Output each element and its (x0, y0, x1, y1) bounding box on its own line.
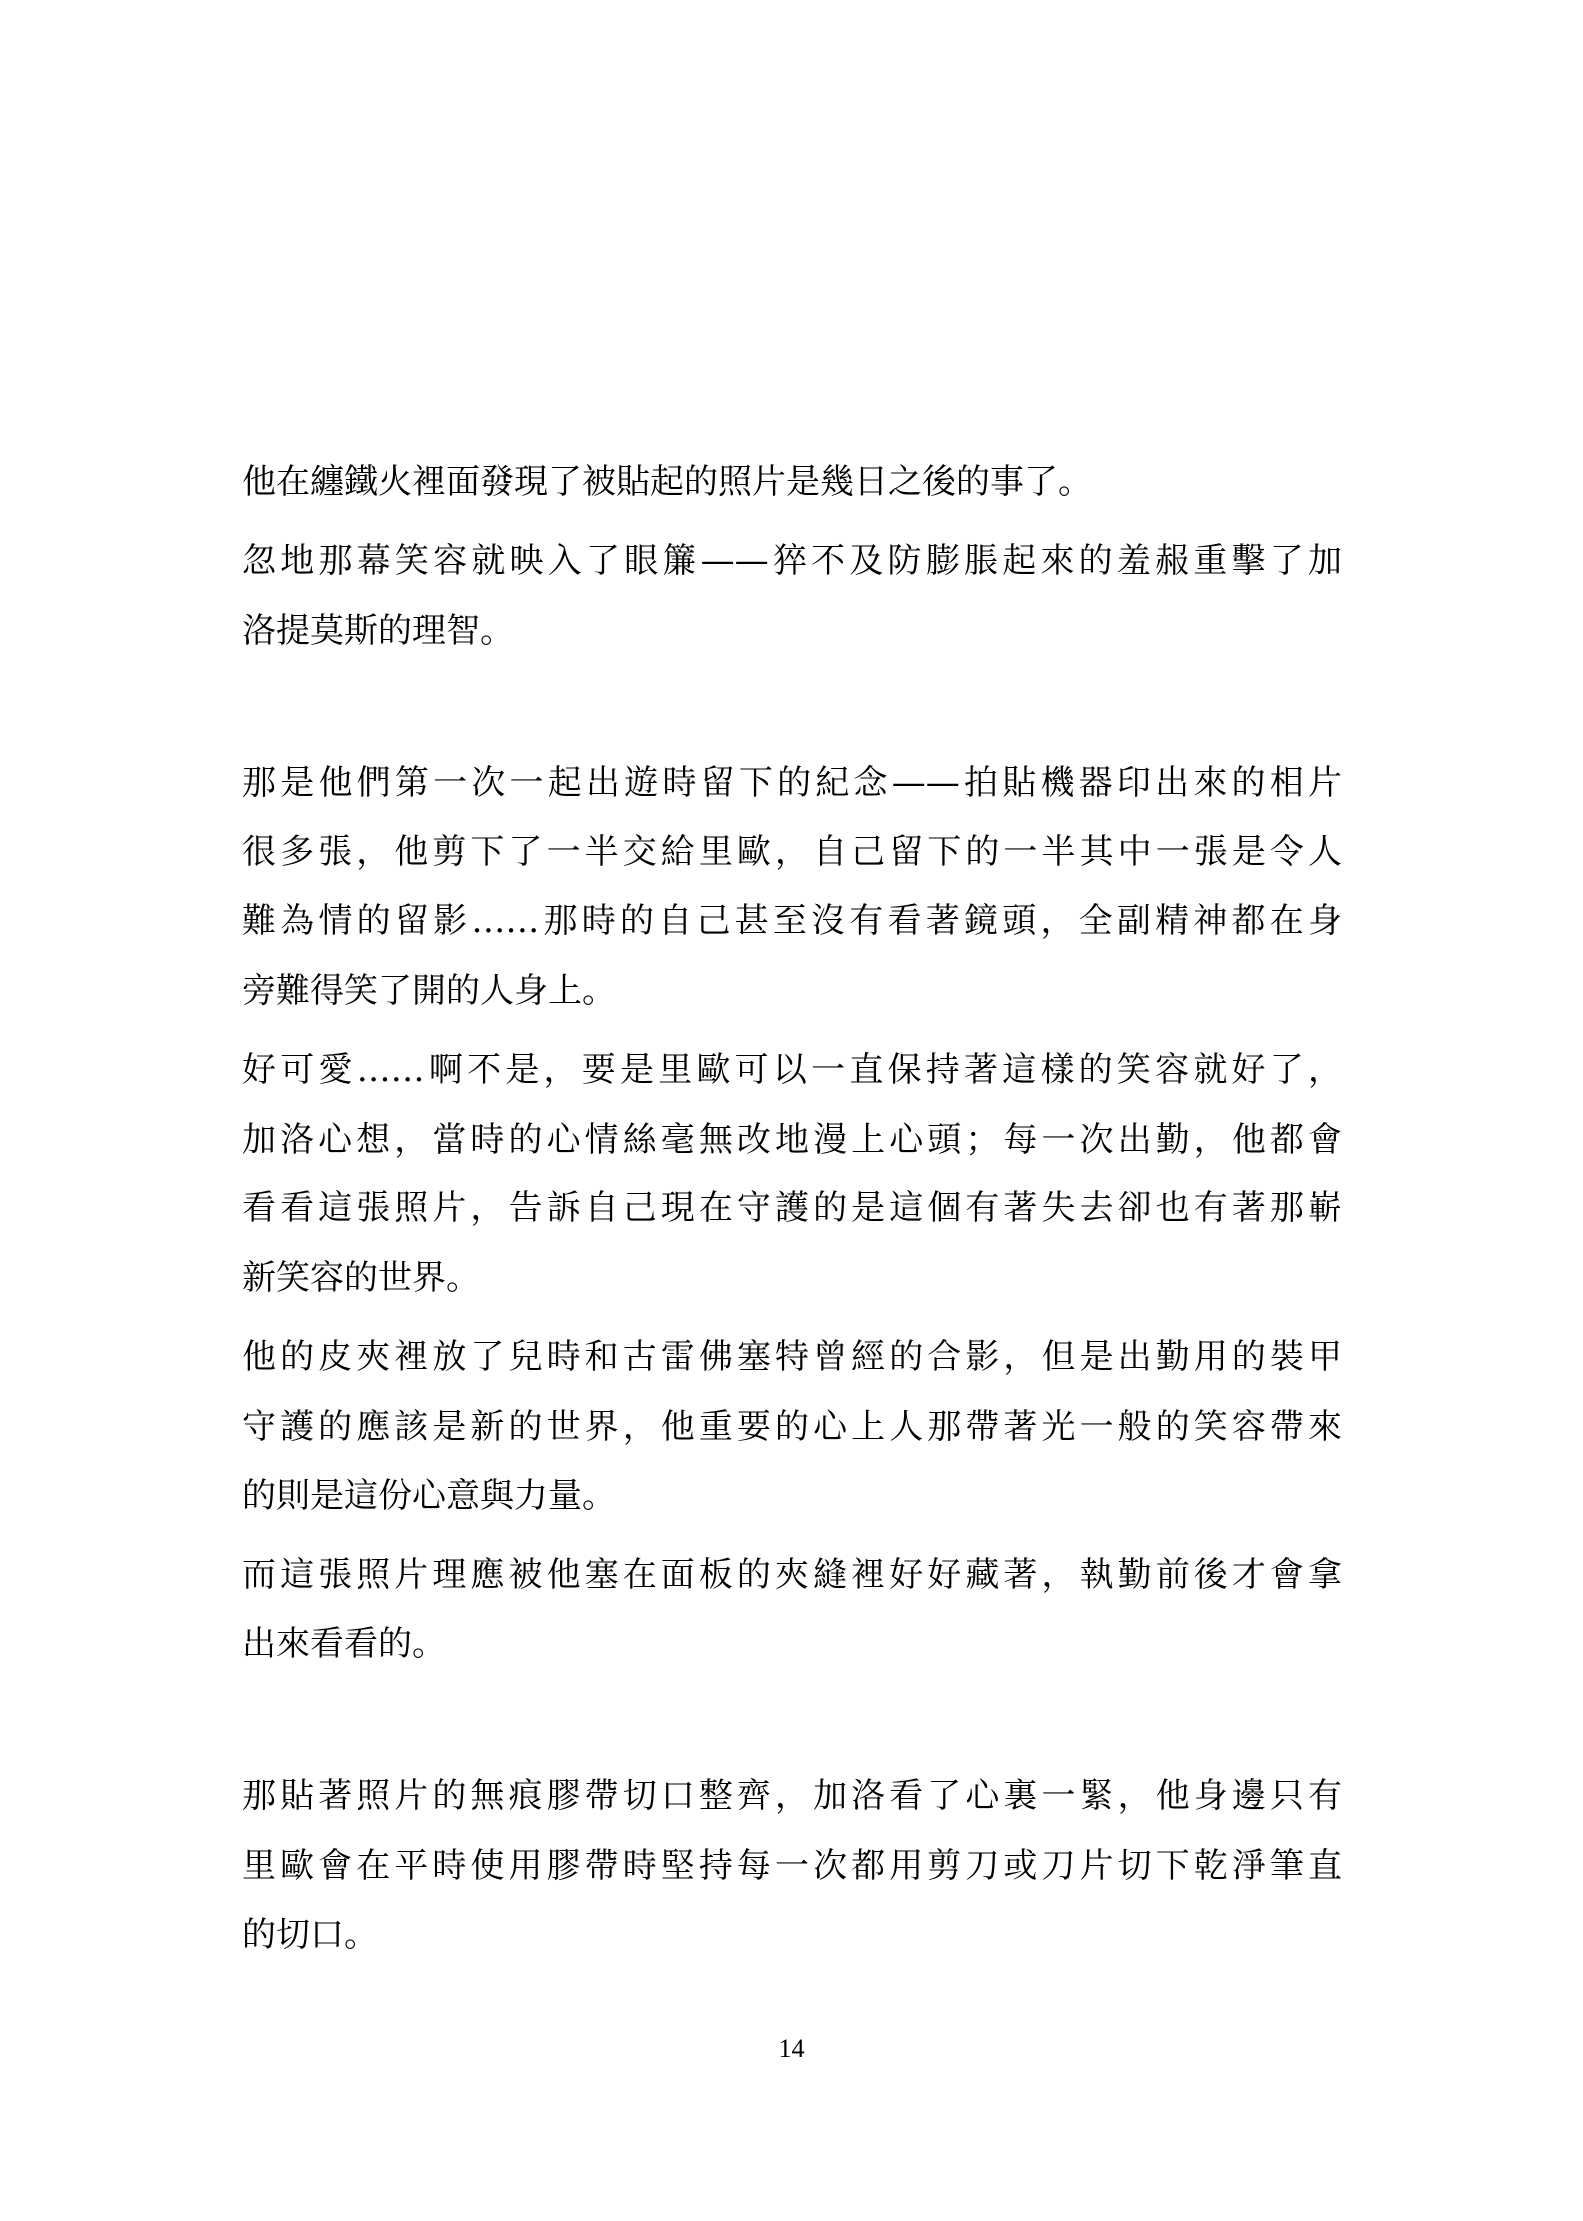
body-line: 難為情的留影……那時的自己甚至沒有看著鏡頭，全副精神都在身 (242, 901, 1342, 941)
body-line: 而這張照片理應被他塞在面板的夾縫裡好好藏著，執勤前後才會拿 (242, 1555, 1342, 1595)
body-line: 那貼著照片的無痕膠帶切口整齊，加洛看了心裏一緊，他身邊只有 (242, 1776, 1342, 1816)
body-line: 好可愛……啊不是，要是里歐可以一直保持著這樣的笑容就好了， (242, 1050, 1342, 1090)
body-line: 的切口。 (242, 1915, 378, 1955)
body-line: 洛提莫斯的理智。 (242, 611, 514, 651)
body-line: 守護的應該是新的世界，他重要的心上人那帶著光一般的笑容帶來 (242, 1407, 1342, 1447)
body-line: 加洛心想，當時的心情絲毫無改地漫上心頭；每一次出勤，他都會 (242, 1120, 1342, 1160)
body-line: 那是他們第一次一起出遊時留下的紀念——拍貼機器印出來的相片 (242, 763, 1342, 803)
body-line: 他在纏鐵火裡面發現了被貼起的照片是幾日之後的事了。 (242, 462, 1092, 502)
body-line: 里歐會在平時使用膠帶時堅持每一次都用剪刀或刀片切下乾淨筆直 (242, 1846, 1342, 1886)
body-line: 出來看看的。 (242, 1624, 446, 1664)
body-line: 的則是這份心意與力量。 (242, 1476, 616, 1516)
body-line: 新笑容的世界。 (242, 1258, 480, 1298)
body-line: 他的皮夾裡放了兒時和古雷佛塞特曾經的合影，但是出勤用的裝甲 (242, 1337, 1342, 1377)
body-line: 旁難得笑了開的人身上。 (242, 971, 616, 1011)
body-line: 很多張，他剪下了一半交給里歐，自己留下的一半其中一張是令人 (242, 832, 1342, 872)
body-line: 看看這張照片，告訴自己現在守護的是這個有著失去卻也有著那嶄 (242, 1188, 1342, 1228)
body-line: 忽地那幕笑容就映入了眼簾——猝不及防膨脹起來的羞赧重擊了加 (242, 541, 1342, 581)
page-number: 14 (778, 2034, 805, 2063)
